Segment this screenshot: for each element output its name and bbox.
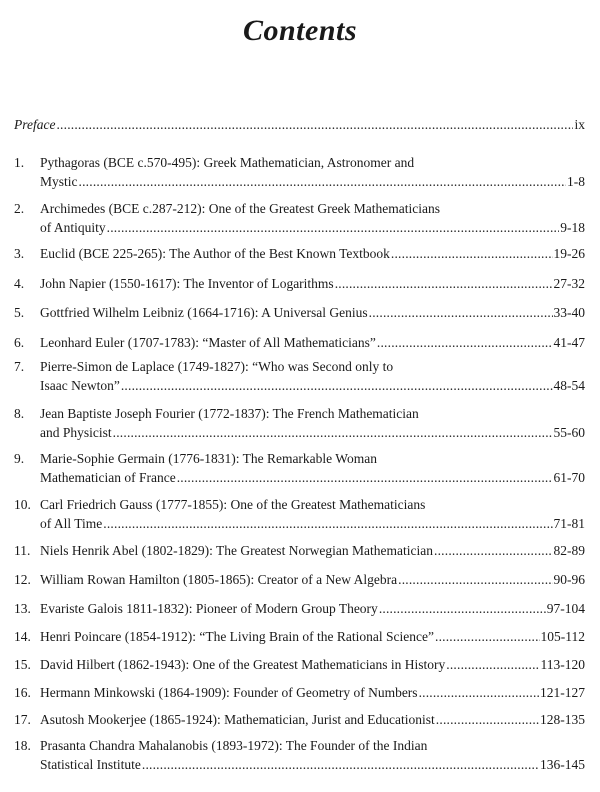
entry-number: 7. bbox=[14, 359, 25, 374]
entry-title: Isaac Newton” bbox=[40, 378, 120, 393]
entry-page: 97-104 bbox=[546, 601, 585, 616]
dot-leader bbox=[121, 376, 553, 395]
entry-title-line1: Marie-Sophie Germain (1776-1831): The Remarkable Woman bbox=[40, 451, 377, 466]
entry-title: and Physicist bbox=[40, 425, 112, 440]
entry-page: 121-127 bbox=[540, 685, 585, 700]
entry-number: 4. bbox=[14, 276, 25, 291]
entry-number: 6. bbox=[14, 335, 25, 350]
dot-leader bbox=[377, 333, 553, 352]
entry-title: Mathematician of France bbox=[40, 470, 176, 485]
entry-title: Euclid (BCE 225-265): The Author of the Best Known Textbook bbox=[40, 246, 390, 261]
entry-page: 55-60 bbox=[553, 425, 585, 440]
dot-leader bbox=[103, 514, 552, 533]
entry-title-line1: Carl Friedrich Gauss (1777-1855): One of the Greatest Mathematicians bbox=[40, 497, 426, 512]
dot-leader bbox=[56, 117, 573, 133]
entry-page: 82-89 bbox=[553, 543, 585, 558]
entry-page: 41-47 bbox=[553, 335, 585, 350]
preface-page: ix bbox=[574, 117, 585, 132]
toc-entry bbox=[14, 357, 585, 397]
entry-title: Asutosh Mookerjee (1865-1924): Mathematician, Jurist and Educationist bbox=[40, 712, 435, 727]
page-title: Contents bbox=[242, 14, 358, 47]
dot-leader bbox=[142, 755, 539, 774]
entry-number: 17. bbox=[14, 712, 31, 727]
entry-page: 128-135 bbox=[540, 712, 585, 727]
entry-title: William Rowan Hamilton (1805-1865): Creator of a New Algebra bbox=[40, 572, 398, 587]
dot-leader bbox=[446, 655, 539, 674]
entry-title: David Hilbert (1862-1943): One of the Greatest Mathematicians in History bbox=[40, 657, 446, 672]
entry-number: 11. bbox=[14, 543, 31, 558]
toc-entry bbox=[14, 541, 585, 561]
toc-entry-preface bbox=[14, 117, 585, 133]
dot-leader bbox=[398, 570, 552, 589]
dot-leader bbox=[177, 468, 553, 487]
toc-entry bbox=[14, 495, 585, 535]
toc-entry bbox=[14, 570, 585, 590]
toc-entry bbox=[14, 274, 585, 294]
dot-leader bbox=[436, 710, 539, 729]
dot-leader bbox=[419, 683, 539, 702]
toc-entry bbox=[14, 655, 585, 675]
entry-page: 9-18 bbox=[560, 220, 585, 235]
entry-page: 136-145 bbox=[540, 757, 585, 772]
dot-leader bbox=[434, 541, 552, 560]
dot-leader bbox=[335, 274, 553, 293]
dot-leader bbox=[379, 599, 546, 618]
toc-entry bbox=[14, 333, 585, 353]
entry-title: of Antiquity bbox=[40, 220, 106, 235]
entry-page: 61-70 bbox=[553, 470, 585, 485]
entry-number: 16. bbox=[14, 685, 31, 700]
entry-number: 15. bbox=[14, 657, 31, 672]
toc-entry bbox=[14, 404, 585, 444]
dot-leader bbox=[391, 244, 553, 263]
entry-title: Statistical Institute bbox=[40, 757, 141, 772]
entry-title-line1: Pythagoras (BCE c.570-495): Greek Mathematician, Astronomer and bbox=[40, 155, 415, 170]
entry-number: 5. bbox=[14, 305, 25, 320]
entry-number: 9. bbox=[14, 451, 25, 466]
entry-page: 33-40 bbox=[553, 305, 585, 320]
toc-entry bbox=[14, 627, 585, 647]
entry-number: 8. bbox=[14, 406, 25, 421]
toc-entry bbox=[14, 599, 585, 619]
entry-number: 2. bbox=[14, 201, 25, 216]
toc-entry bbox=[14, 244, 585, 264]
entry-title: Leonhard Euler (1707-1783): “Master of All Mathematicians” bbox=[40, 335, 376, 350]
entry-page: 105-112 bbox=[540, 629, 585, 644]
toc-entry bbox=[14, 199, 585, 239]
dot-leader bbox=[113, 423, 553, 442]
toc-entry bbox=[14, 449, 585, 489]
entry-title: Mystic bbox=[40, 174, 78, 189]
entry-number: 18. bbox=[14, 738, 31, 753]
entry-page: 90-96 bbox=[553, 572, 585, 587]
entry-number: 13. bbox=[14, 601, 31, 616]
toc-entry bbox=[14, 683, 585, 703]
dot-leader bbox=[435, 627, 540, 646]
entry-title-line1: Jean Baptiste Joseph Fourier (1772-1837): The French Mathematician bbox=[40, 406, 419, 421]
entry-page: 48-54 bbox=[553, 378, 585, 393]
toc-entry bbox=[14, 736, 585, 776]
preface-label: Preface bbox=[14, 117, 56, 132]
entry-title: of All Time bbox=[40, 516, 103, 531]
dot-leader bbox=[107, 218, 560, 237]
entry-title: Hermann Minkowski (1864-1909): Founder of Geometry of Numbers bbox=[40, 685, 418, 700]
dot-leader bbox=[369, 303, 553, 322]
entry-title: Niels Henrik Abel (1802-1829): The Greatest Norwegian Mathematician bbox=[40, 543, 434, 558]
entry-number: 1. bbox=[14, 155, 25, 170]
entry-title-line1: Prasanta Chandra Mahalanobis (1893-1972): The Founder of the Indian bbox=[40, 738, 428, 753]
entry-title: Evariste Galois 1811-1832): Pioneer of Modern Group Theory bbox=[40, 601, 378, 616]
entry-number: 3. bbox=[14, 246, 25, 261]
entry-page: 27-32 bbox=[553, 276, 585, 291]
entry-page: 113-120 bbox=[540, 657, 585, 672]
entry-page: 1-8 bbox=[567, 174, 585, 189]
toc-entry bbox=[14, 153, 585, 193]
entry-title-line1: Archimedes (BCE c.287-212): One of the Greatest Greek Mathematicians bbox=[40, 201, 440, 216]
entry-title: Gottfried Wilhelm Leibniz (1664-1716): A Universal Genius bbox=[40, 305, 368, 320]
entry-page: 71-81 bbox=[553, 516, 585, 531]
entry-number: 14. bbox=[14, 629, 31, 644]
toc-entry bbox=[14, 710, 585, 730]
entry-title: John Napier (1550-1617): The Inventor of Logarithms bbox=[40, 276, 334, 291]
entry-number: 10. bbox=[14, 497, 31, 512]
entry-number: 12. bbox=[14, 572, 31, 587]
entry-page: 19-26 bbox=[553, 246, 585, 261]
entry-title-line1: Pierre-Simon de Laplace (1749-1827): “Who was Second only to bbox=[40, 359, 394, 374]
toc-entry bbox=[14, 303, 585, 323]
entry-title: Henri Poincare (1854-1912): “The Living Brain of the Rational Science” bbox=[40, 629, 434, 644]
dot-leader bbox=[79, 172, 566, 191]
